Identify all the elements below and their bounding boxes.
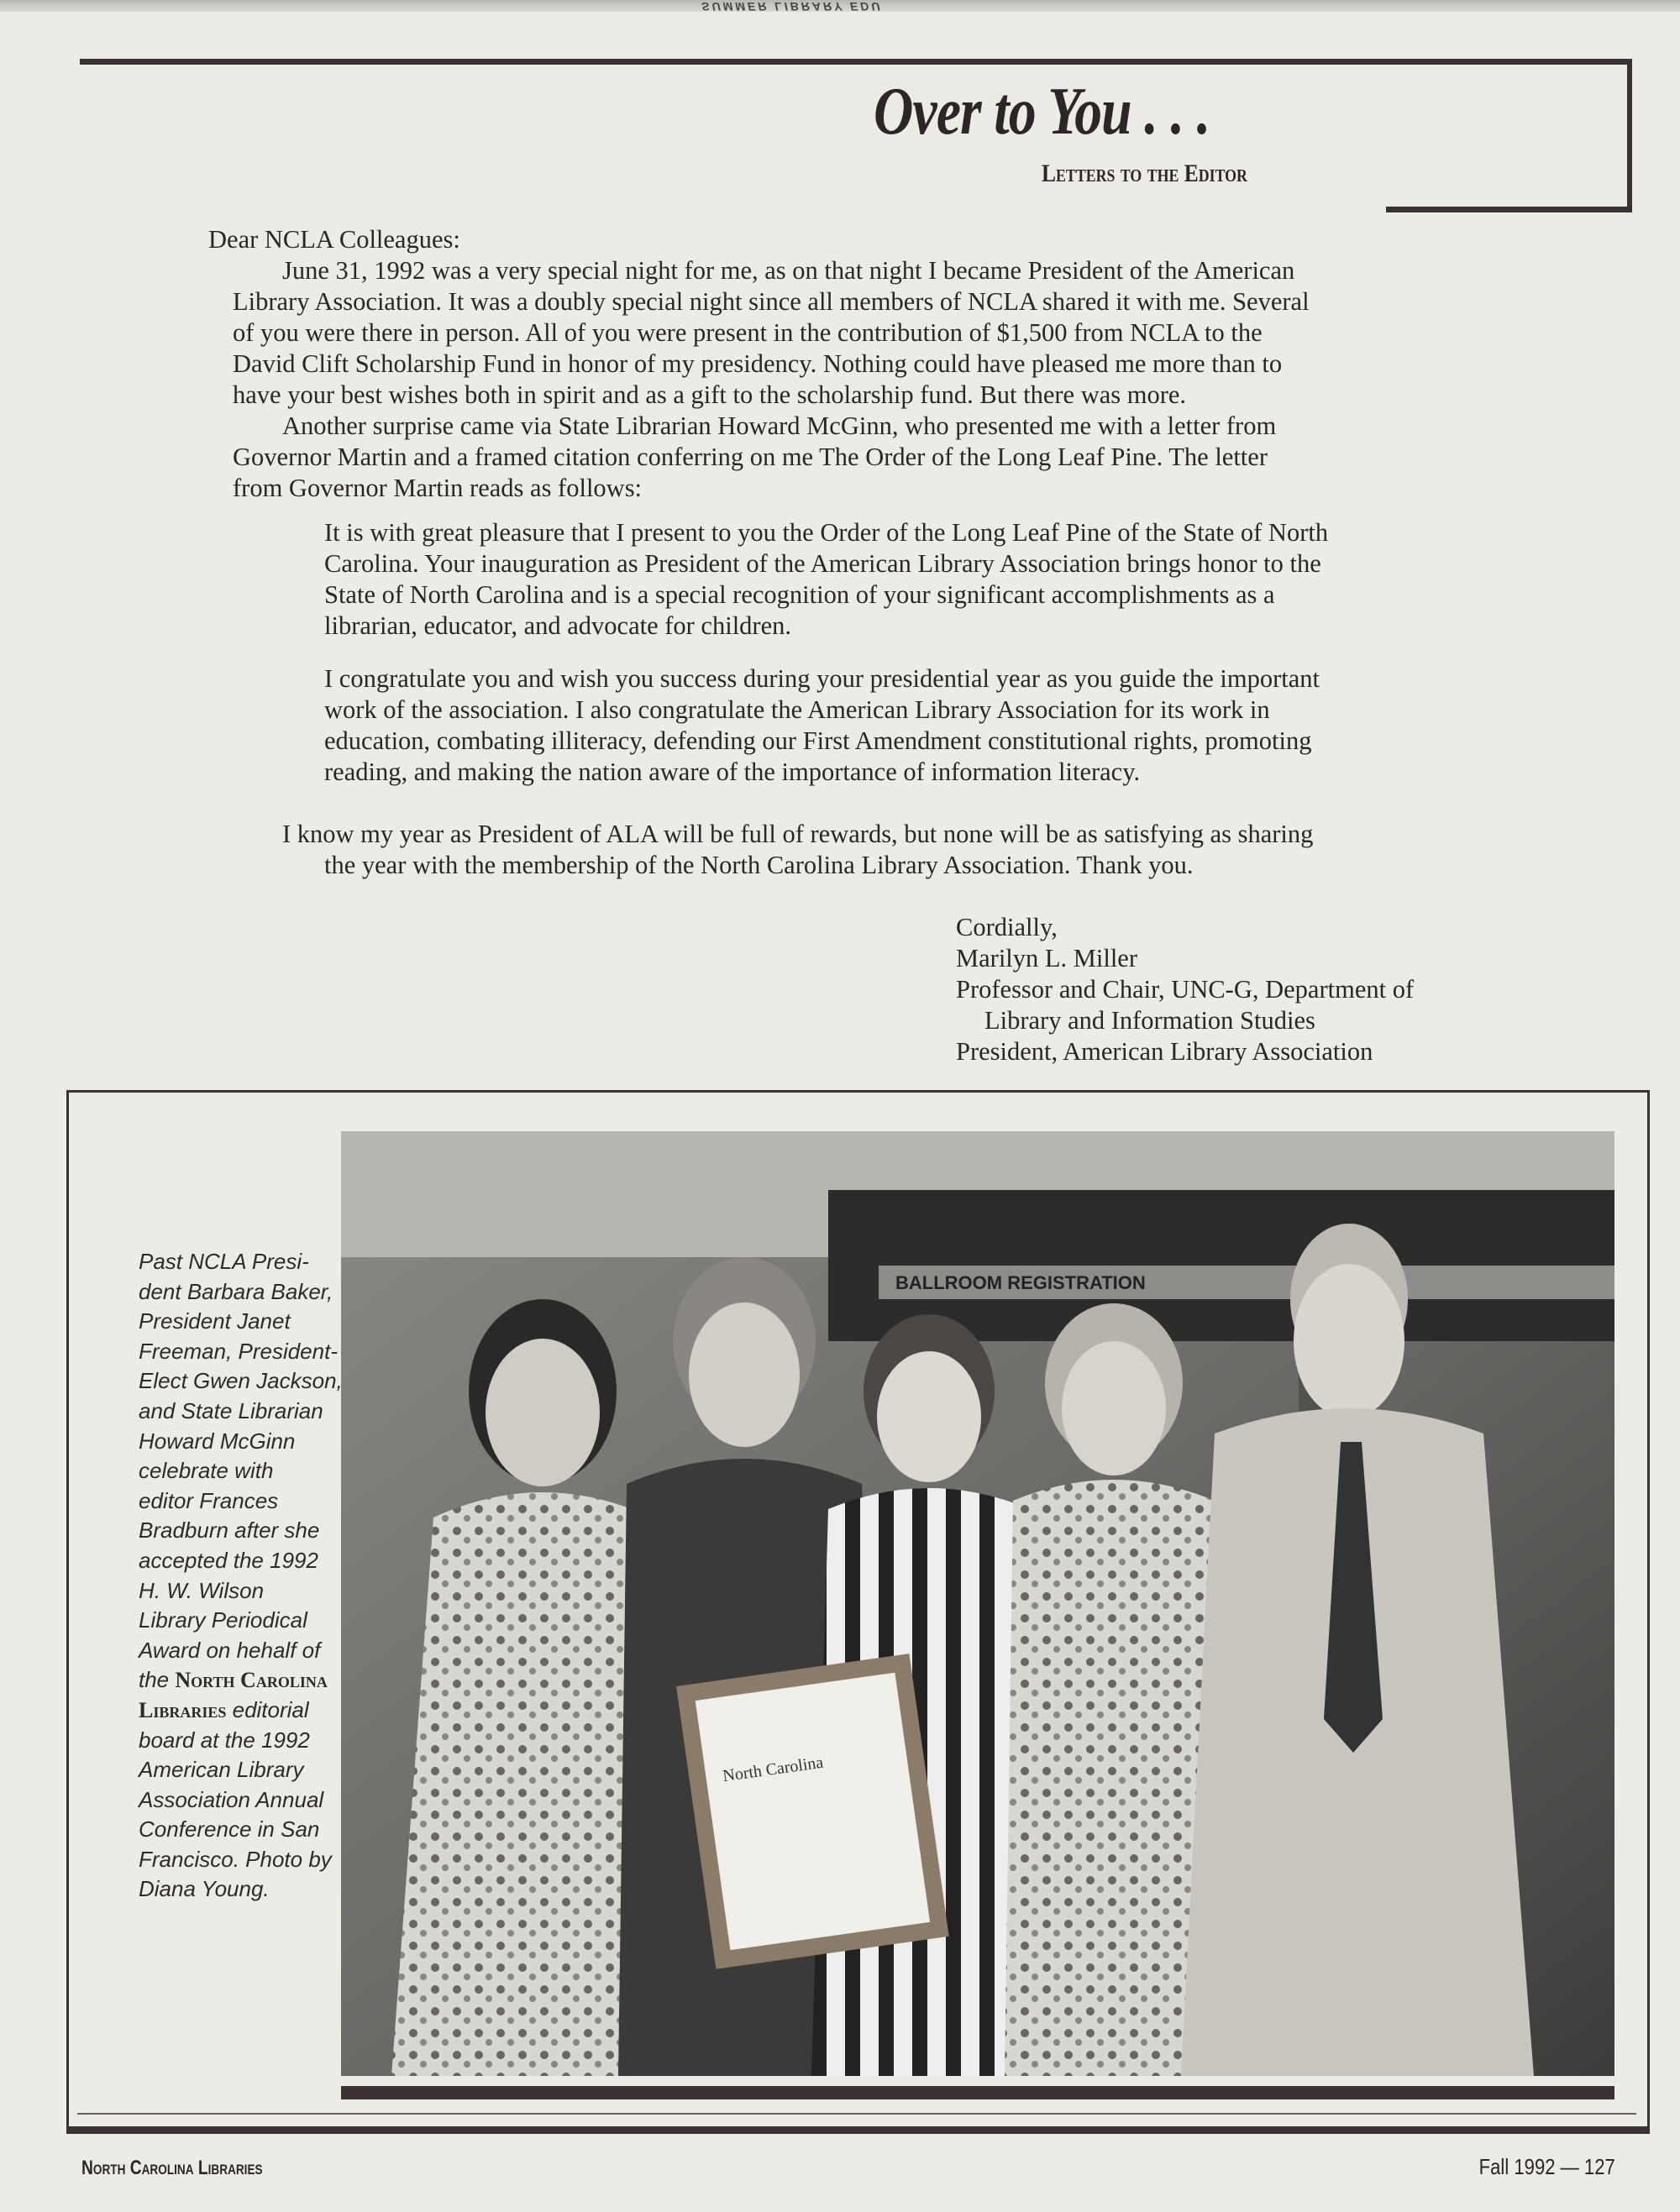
caption-line: Howard McGinn: [139, 1428, 296, 1454]
footer-journal-name: North Carolina Libraries: [81, 2157, 263, 2179]
caption-line: Diana Young.: [139, 1876, 270, 1902]
photo-caption: [139, 1247, 343, 1905]
caption-line: American Library: [139, 1757, 304, 1783]
caption-line: Past NCLA Presi-: [139, 1249, 309, 1274]
signer-title: Professor and Chair, UNC-G, Department of: [956, 975, 1415, 1004]
caption-line: celebrate with: [139, 1458, 274, 1484]
text-line: the year with the membership of the North Carolina Library Association. Thank you.: [324, 851, 1194, 879]
ballroom-sign: BALLROOM REGISTRATION: [895, 1272, 1146, 1293]
text-line: It is with great pleasure that I present to you the Order of the Long Leaf Pine of the State of North: [324, 518, 1329, 547]
caption-line: Francisco. Photo by: [139, 1846, 332, 1872]
text-line: librarian, educator, and advocate for children.: [324, 611, 791, 640]
text-line: Library Association. It was a doubly special night since all members of NCLA shared it with me. Several: [233, 287, 1310, 316]
caption-line: Library Periodical: [139, 1607, 307, 1633]
caption-line: Award on hehalf of: [139, 1637, 321, 1663]
caption-line: [139, 1696, 343, 1726]
caption-line: editor Frances: [139, 1487, 279, 1513]
caption-line: H. W. Wilson: [139, 1577, 265, 1603]
text-line: Carolina. Your inauguration as President of the American Library Association brings honor to the: [324, 549, 1321, 578]
caption-line: Conference in San: [139, 1816, 320, 1842]
text-line: State of North Carolina and is a special recognition of your significant accomplishments as a: [324, 580, 1275, 609]
text-line: I congratulate you and wish you success during your presidential year as you guide the important: [324, 664, 1320, 693]
signer-title: Library and Information Studies: [984, 1006, 1315, 1035]
closing-word: Cordially,: [956, 913, 1058, 941]
caption-line: board at the 1992: [139, 1727, 310, 1753]
text-line: I know my year as President of ALA will be full of rewards, but none will be as satisfying as sharing: [282, 820, 1314, 848]
caption-word: editorial: [232, 1696, 309, 1722]
caption-line: Elect Gwen Jackson,: [139, 1368, 343, 1394]
text-line: from Governor Martin reads as follows:: [233, 474, 643, 502]
section-subtitle: Letters to the Editor: [1042, 160, 1247, 187]
caption-line: Bradburn after she: [139, 1517, 320, 1544]
frame-inner-rule: [77, 2113, 1636, 2115]
text-line: Governor Martin and a framed citation conferring on me The Order of the Long Leaf Pine. The letter: [233, 443, 1268, 471]
caption-line: Association Annual: [139, 1786, 324, 1812]
text-line: work of the association. I also congratulate the American Library Association for its work in: [324, 695, 1270, 724]
header-rule-end: [1386, 207, 1632, 212]
signer-name: Marilyn L. Miller: [956, 944, 1138, 972]
journal-name: North Carolina: [175, 1668, 328, 1693]
caption-word: the: [139, 1667, 170, 1693]
text-line: have your best wishes both in spirit and as a gift to the scholarship fund. But there was more.: [233, 380, 1187, 409]
letter-intro: [208, 224, 1310, 504]
citation-text: North Carolina: [722, 1753, 825, 1786]
footer-issue-page: Fall 1992 — 127: [1478, 2154, 1615, 2179]
caption-line: [139, 1665, 343, 1696]
text-line: June 31, 1992 was a very special night for me, as on that night I became President of the American: [282, 256, 1295, 285]
scan-top-strip: [0, 0, 1680, 12]
header-rule-side: [1627, 59, 1632, 212]
caption-line: and State Librarian: [139, 1397, 323, 1423]
text-line: David Clift Scholarship Fund in honor of my presidency. Nothing could have pleased me more than to: [233, 349, 1283, 378]
quoted-letter-paragraph-1: [324, 517, 1328, 642]
closing-paragraph: [282, 819, 1313, 881]
text-line: Another surprise came via State Librarian Howard McGinn, who presented me with a letter from: [282, 411, 1277, 440]
caption-line: President Janet: [139, 1308, 291, 1334]
running-head: SUMMER LIBRARY EDU: [701, 0, 883, 13]
text-line: of you were there in person. All of you were present in the contribution of $1,500 from NCLA to the: [233, 318, 1263, 347]
journal-name: Libraries: [139, 1697, 227, 1722]
signature-block: [956, 912, 1414, 1067]
signer-title: President, American Library Association: [956, 1037, 1373, 1066]
text-line: education, combating illiteracy, defending our First Amendment constitutional rights, promoting: [324, 726, 1312, 755]
photo-bottom-rule: [341, 2086, 1614, 2099]
framed-citation: [676, 1654, 949, 1969]
caption-line: accepted the 1992: [139, 1547, 318, 1573]
caption-line: dent Barbara Baker,: [139, 1278, 333, 1304]
text-line: reading, and making the nation aware of the importance of information literacy.: [324, 757, 1141, 786]
salutation: Dear NCLA Colleagues:: [208, 225, 460, 254]
quoted-letter-paragraph-2: [324, 663, 1320, 788]
caption-line: Freeman, President-: [139, 1338, 338, 1364]
group-photo: [341, 1131, 1614, 2076]
page-title: Over to You . . .: [874, 75, 1210, 149]
header-rule: [80, 59, 1632, 65]
